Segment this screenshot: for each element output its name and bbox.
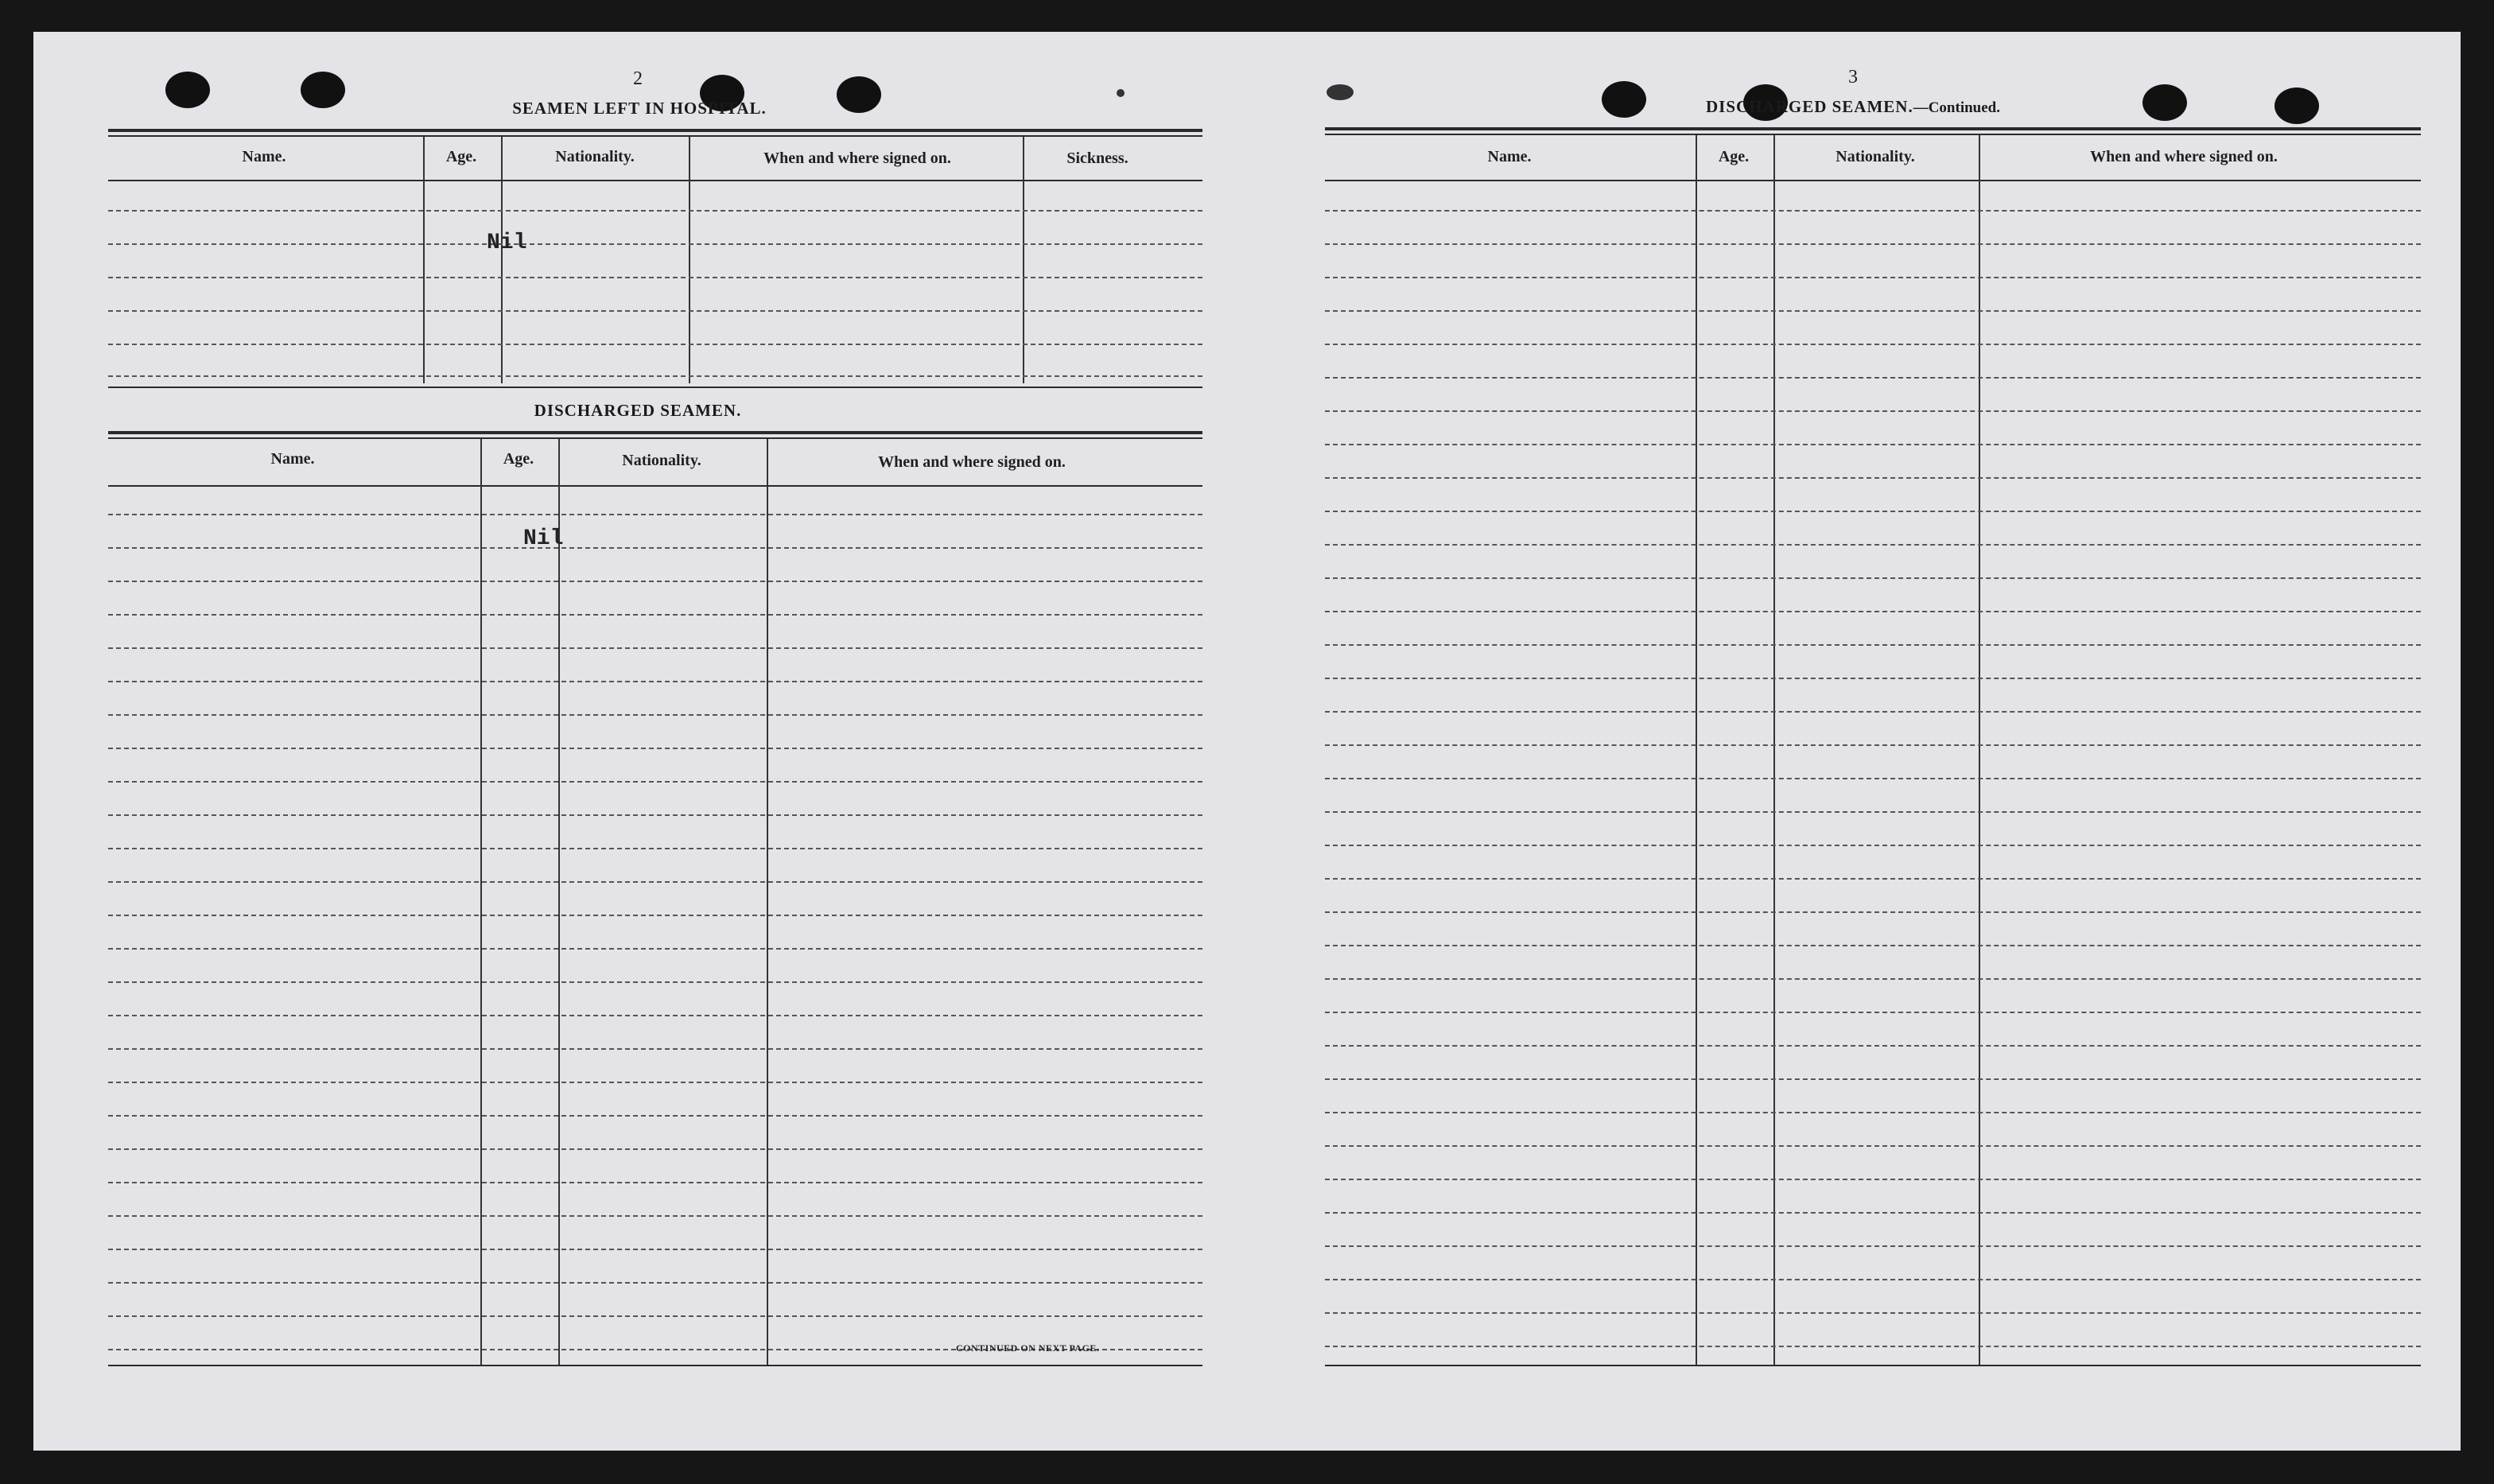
ruled-line <box>1325 611 2421 612</box>
ruled-line <box>108 514 1202 515</box>
column-header-age: Age. <box>445 148 477 165</box>
punch-hole <box>2275 87 2319 124</box>
column-divider <box>1979 135 1980 1365</box>
ruled-line <box>1325 344 2421 345</box>
ruled-line <box>108 1215 1202 1217</box>
ruled-line <box>108 1048 1202 1050</box>
column-header-name: Name. <box>1487 148 1532 165</box>
column-divider <box>1773 135 1775 1365</box>
column-header-signed-on: When and where signed on. <box>763 150 951 167</box>
column-header-nationality: Nationality. <box>1836 148 1915 165</box>
page-number: 2 <box>633 68 643 89</box>
ruled-line <box>1325 878 2421 880</box>
ruled-line <box>1325 811 2421 813</box>
ruled-line <box>1325 978 2421 980</box>
header-rule <box>108 180 1202 181</box>
table-bottom-rule <box>108 387 1202 388</box>
table-bottom-rule <box>108 1365 1202 1366</box>
table-top-rule <box>108 129 1202 132</box>
title-suffix: —Continued. <box>1913 99 2000 116</box>
hospital-entry: Nil <box>487 231 527 255</box>
column-header-sickness: Sickness. <box>1066 150 1129 167</box>
ruled-line <box>1325 711 2421 713</box>
ruled-line <box>1325 577 2421 579</box>
ruled-line <box>1325 444 2421 445</box>
ruled-line <box>1325 1045 2421 1047</box>
ruled-line <box>1325 945 2421 946</box>
ruled-line <box>108 344 1202 345</box>
ruled-line <box>108 614 1202 616</box>
ink-speck <box>1117 89 1125 97</box>
ruled-line <box>108 277 1202 278</box>
table-top-rule <box>108 135 1202 137</box>
ruled-line <box>1325 1245 2421 1247</box>
column-divider <box>480 439 482 1366</box>
ruled-line <box>1325 1145 2421 1147</box>
column-header-signed-on: When and where signed on. <box>878 453 1066 471</box>
ruled-line <box>1325 410 2421 412</box>
column-header-name: Name. <box>270 450 315 468</box>
column-header-age: Age. <box>503 450 534 468</box>
ruled-line <box>1325 544 2421 546</box>
ruled-line <box>108 581 1202 582</box>
ruled-line <box>1325 377 2421 379</box>
column-divider <box>689 137 690 383</box>
header-rule <box>108 485 1202 487</box>
punch-hole <box>165 72 210 108</box>
column-divider <box>501 137 503 383</box>
ruled-line <box>1325 744 2421 746</box>
ruled-line <box>108 1115 1202 1117</box>
discharged-entry: Nil <box>523 526 564 551</box>
table-bottom-rule <box>1325 1365 2421 1366</box>
column-header-nationality: Nationality. <box>622 452 701 469</box>
section-title-discharged-continued <box>1706 97 2000 117</box>
ruled-line <box>108 375 1202 377</box>
punch-hole <box>837 76 881 113</box>
header-rule <box>1325 180 2421 181</box>
ruled-line <box>1325 845 2421 846</box>
ruled-line <box>1325 243 2421 245</box>
ruled-line <box>1325 678 2421 679</box>
ruled-line <box>1325 911 2421 913</box>
ruled-line <box>1325 511 2421 512</box>
ink-speck <box>1327 84 1354 100</box>
column-header-nationality: Nationality. <box>555 148 635 165</box>
ruled-line <box>108 814 1202 816</box>
ruled-line <box>108 848 1202 849</box>
ruled-line <box>1325 277 2421 278</box>
ruled-line <box>1325 1012 2421 1013</box>
column-header-signed-on: When and where signed on. <box>2090 148 2278 165</box>
ruled-line <box>1325 778 2421 779</box>
title-main: DISCHARGED SEAMEN. <box>1706 97 1913 116</box>
ruled-line <box>1325 477 2421 479</box>
ruled-line <box>108 210 1202 212</box>
ruled-line <box>108 243 1202 245</box>
ruled-line <box>108 748 1202 749</box>
ruled-line <box>108 714 1202 716</box>
column-divider <box>1696 135 1697 1365</box>
ruled-line <box>1325 644 2421 646</box>
column-header-name: Name. <box>242 148 286 165</box>
column-divider <box>1023 137 1024 383</box>
punch-hole <box>1602 81 1646 118</box>
column-divider <box>767 439 768 1366</box>
continued-note: CONTINUED ON NEXT PAGE. <box>956 1342 1100 1354</box>
table-top-rule <box>1325 127 2421 130</box>
ruled-line <box>1325 1112 2421 1113</box>
ruled-line <box>1325 1179 2421 1180</box>
ruled-line <box>1325 1279 2421 1280</box>
ruled-line <box>108 1182 1202 1183</box>
ruled-line <box>108 647 1202 649</box>
column-divider <box>558 439 560 1366</box>
ruled-line <box>1325 210 2421 212</box>
table-top-rule <box>1325 134 2421 135</box>
ruled-line <box>1325 1212 2421 1214</box>
document-sheet <box>33 32 2461 1451</box>
column-header-age: Age. <box>1718 148 1750 165</box>
punch-hole <box>301 72 345 108</box>
ruled-line <box>108 781 1202 783</box>
ruled-line <box>1325 1346 2421 1347</box>
ruled-line <box>108 1249 1202 1250</box>
ruled-line <box>108 881 1202 883</box>
column-divider <box>423 137 425 383</box>
section-title-hospital: SEAMEN LEFT IN HOSPITAL. <box>512 99 767 118</box>
ruled-line <box>1325 310 2421 312</box>
ruled-line <box>108 1315 1202 1317</box>
ruled-line <box>108 681 1202 682</box>
ruled-line <box>108 547 1202 549</box>
ruled-line <box>108 1015 1202 1016</box>
ruled-line <box>108 981 1202 983</box>
table-top-rule <box>108 437 1202 439</box>
ruled-line <box>108 1148 1202 1150</box>
ruled-line <box>108 1282 1202 1284</box>
ruled-line <box>108 1082 1202 1083</box>
ruled-line <box>108 948 1202 950</box>
section-title-discharged: DISCHARGED SEAMEN. <box>534 401 742 420</box>
ruled-line <box>108 310 1202 312</box>
page-number: 3 <box>1848 67 1858 87</box>
ruled-line <box>1325 1078 2421 1080</box>
ruled-line <box>1325 1312 2421 1314</box>
ruled-line <box>108 915 1202 916</box>
table-top-rule <box>108 431 1202 434</box>
punch-hole <box>2142 84 2187 121</box>
